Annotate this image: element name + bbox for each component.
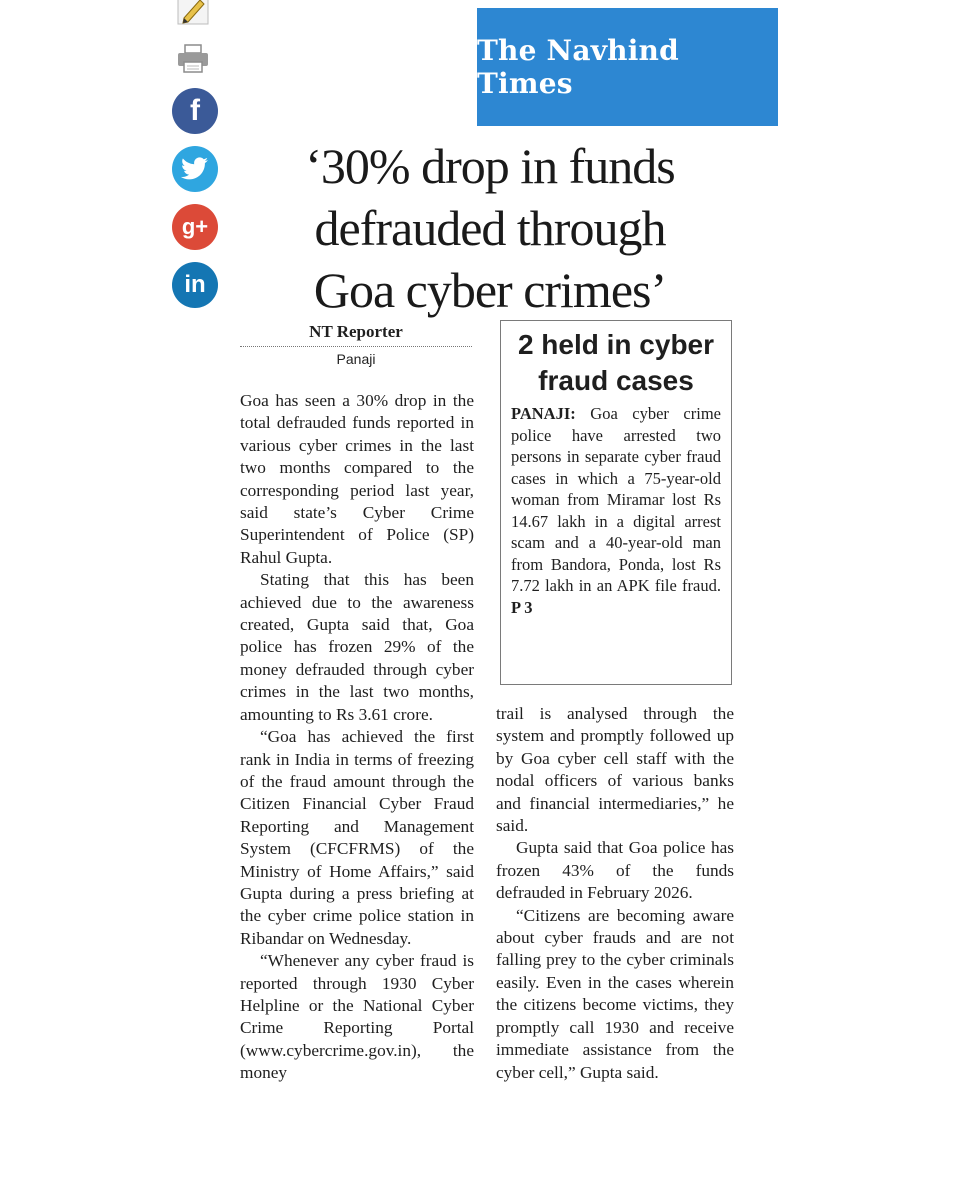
share-toolbar bbox=[0, 0, 90, 320]
headline-line: ‘30% drop in funds bbox=[305, 138, 675, 194]
reporter-name: NT Reporter bbox=[309, 322, 403, 341]
sidebar-story-page-ref: P 3 bbox=[511, 597, 533, 617]
article-column-2 bbox=[496, 703, 734, 1163]
article-paragraph: “Whenever any cyber fraud is reported through 1930 Cyber Helpline or the National Cyber Crime Reporting Portal (www.cybercrime.gov.in), the money bbox=[240, 951, 474, 1083]
twitter-bird-icon bbox=[181, 157, 209, 181]
google-plus-icon[interactable] bbox=[172, 204, 218, 250]
article-paragraph: Stating that this has been achieved due to the awareness created, Gupta said that, Goa police has frozen 29% of the money defrauded through cyber crimes in the last two months, amounting to Rs 3.61 crore. bbox=[240, 570, 474, 724]
byline bbox=[240, 322, 472, 368]
article-paragraph: Goa has seen a 30% drop in the total defrauded funds reported in various cyber crimes in the last two months compared to the corresponding period last year, said state’s Cyber Crime Superintendent of Police (SP) Rahul Gupta. bbox=[240, 391, 474, 567]
byline-divider bbox=[240, 346, 472, 347]
masthead bbox=[477, 8, 778, 126]
google-plus-glyph: g+ bbox=[181, 214, 209, 239]
sidebar-story-dateline: PANAJI: bbox=[511, 404, 576, 423]
headline-line: Goa cyber crimes’ bbox=[313, 262, 667, 318]
sidebar-story-text: Goa cyber crime police have arrested two persons in separate cyber fraud cases in which a 75-year-old woman from Miramar lost Rs 14.67 lakh in a digital arrest scam and a 40-year-old man from Bandora, Ponda, lost Rs 7.72 lakh in an APK file fraud. bbox=[511, 404, 721, 595]
sidebar-story-title: 2 held in cyber fraud cases bbox=[517, 329, 715, 396]
newspaper-name: The Navhind Times bbox=[477, 34, 679, 100]
facebook-icon[interactable] bbox=[172, 88, 218, 134]
article-paragraph: trail is analysed through the system and promptly followed up by Goa cyber cell staff with the nodal officers of various banks and financial intermediaries,” he said. bbox=[496, 704, 734, 836]
linkedin-icon[interactable] bbox=[172, 262, 218, 308]
article-paragraph: “Citizens are becoming aware about cyber frauds and are not falling prey to the cyber criminals easily. Even in the cases wherein the citizens become victims, they promptly call 1930 and receive immediate assistance from the cyber cell,” Gupta said. bbox=[496, 905, 734, 1082]
sidebar-story-body bbox=[511, 403, 721, 618]
facebook-glyph: f bbox=[190, 94, 200, 127]
twitter-icon[interactable] bbox=[172, 146, 218, 192]
linkedin-glyph: in bbox=[184, 271, 206, 298]
article-paragraph: Gupta said that Goa police has frozen 43% of the funds defrauded in February 2026. bbox=[496, 838, 734, 903]
byline-place: Panaji bbox=[336, 351, 376, 367]
article-paragraph: “Goa has achieved the first rank in India in terms of freezing of the fraud amount through the Citizen Financial Cyber Fraud Reporting and Management System (CFCFRMS) of the Ministry of Home Affairs,” said Gupta during a press briefing at the cyber crime police station in Ribandar on Wednesday. bbox=[240, 727, 474, 948]
headline-line: defrauded through bbox=[314, 200, 666, 256]
sidebar-story-box bbox=[500, 320, 732, 685]
pencil-icon[interactable] bbox=[176, 0, 210, 26]
article-column-1 bbox=[240, 390, 474, 1200]
headline bbox=[250, 135, 730, 321]
printer-icon[interactable] bbox=[176, 44, 210, 74]
